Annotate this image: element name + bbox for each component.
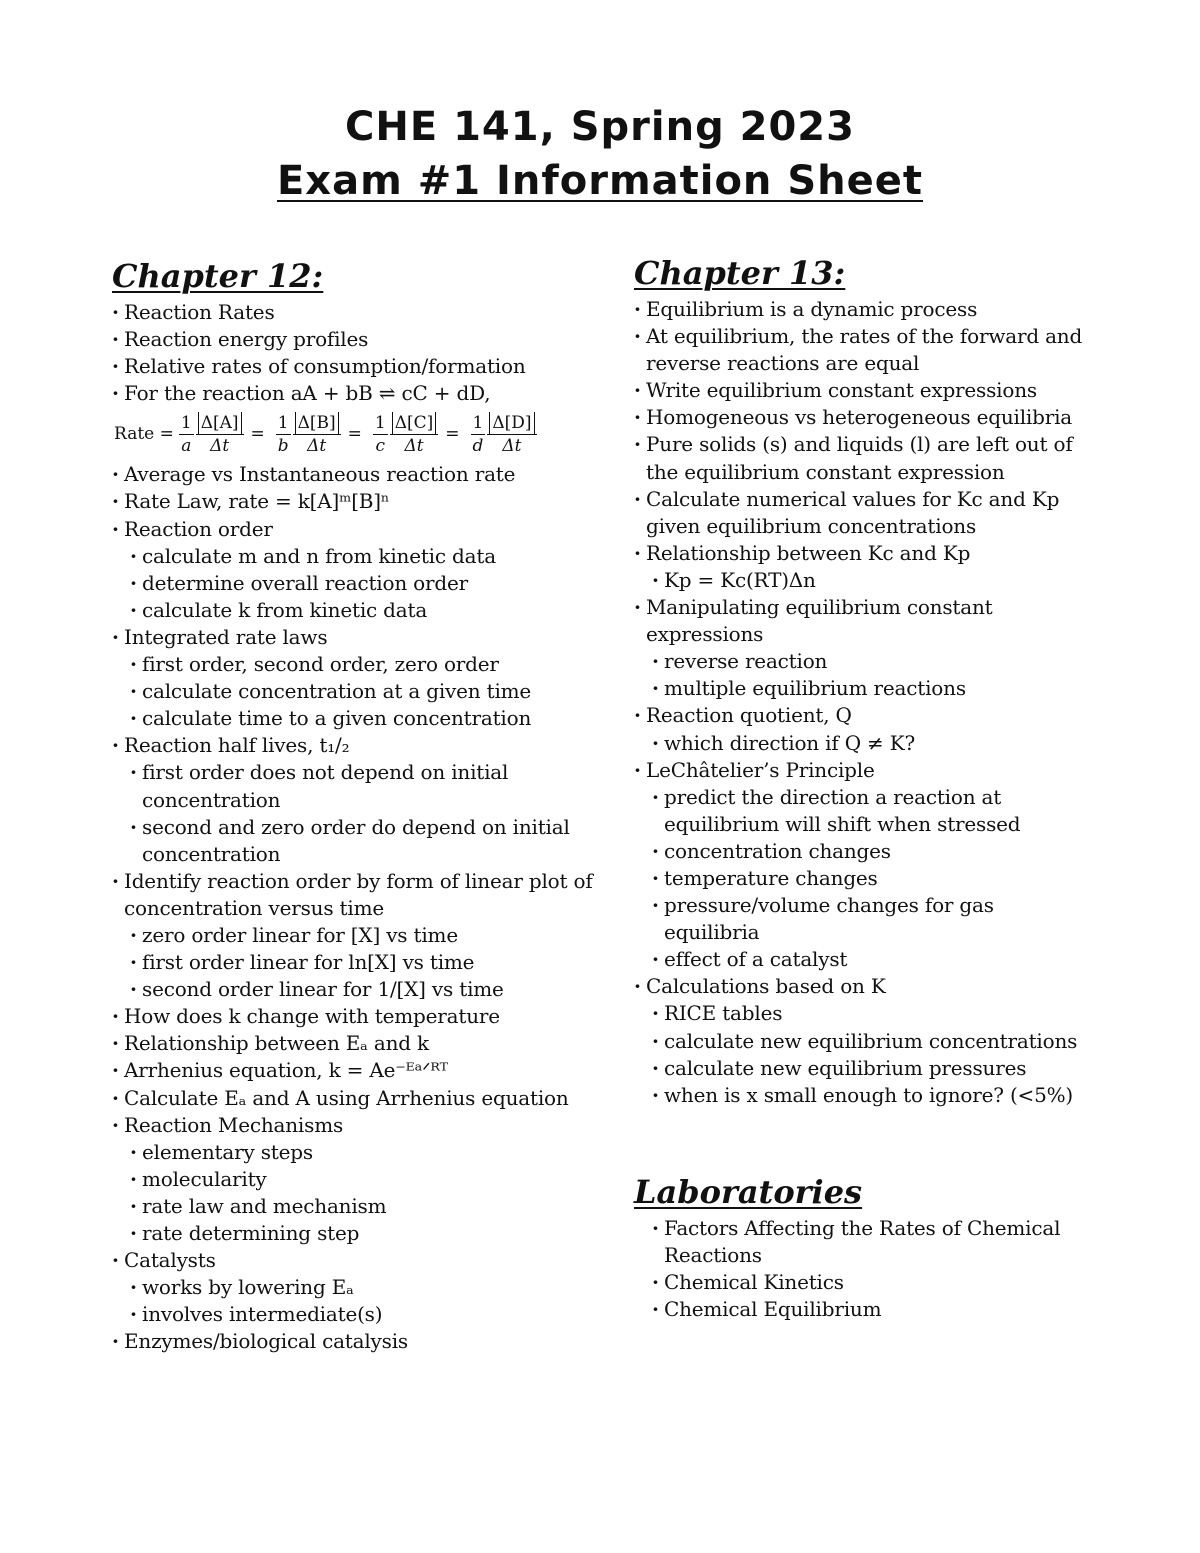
denominator: b [277, 435, 289, 456]
numerator [293, 412, 341, 435]
list-item: · calculate m and n from kinetic data [132, 543, 602, 570]
rate-term [372, 412, 439, 457]
equals-sign: = [250, 424, 265, 445]
list-item: · Integrated rate laws [112, 624, 602, 651]
equals-sign: = [445, 424, 460, 445]
coefficient-fraction [179, 412, 194, 457]
list-item: · Catalysts [112, 1247, 602, 1274]
list-item: · calculate new equilibrium concentrations [654, 1028, 1094, 1055]
coefficient-fraction [471, 412, 486, 457]
chapter-12-list-a [112, 299, 602, 407]
list-item: · Chemical Kinetics [654, 1269, 1094, 1296]
list-item: · How does k change with temperature [112, 1003, 602, 1030]
list-item: · calculate new equilibrium pressures [654, 1055, 1094, 1082]
denominator: d [472, 435, 484, 456]
list-item: · Relationship between Kc and Kp [634, 540, 1094, 567]
list-item: · involves intermediate(s) [132, 1301, 602, 1328]
chapter-13-heading: Chapter 13: [634, 254, 846, 292]
list-item: · Reaction energy profiles [112, 326, 602, 353]
rate-equation [114, 407, 602, 461]
concentration-change: Δ[C] [392, 412, 437, 434]
list-item: · Homogeneous vs heterogeneous equilibria [634, 404, 1094, 431]
delta-fraction [293, 412, 341, 457]
list-item: · elementary steps [132, 1139, 602, 1166]
list-item: · At equilibrium, the rates of the forward and reverse reactions are equal [634, 323, 1094, 377]
list-item: · calculate k from kinetic data [132, 597, 602, 624]
list-item: · Arrhenius equation, k = Ae⁻ᴱᵃᐟᴿᵀ [112, 1057, 602, 1084]
rate-label: Rate = [114, 424, 174, 445]
list-item: · Write equilibrium constant expressions [634, 377, 1094, 404]
numerator: 1 [180, 412, 192, 433]
list-item: · first order, second order, zero order [132, 651, 602, 678]
concentration-change: Δ[A] [198, 412, 242, 434]
concentration-change: Δ[B] [295, 412, 339, 434]
list-item: · Relative rates of consumption/formation [112, 353, 602, 380]
delta-fraction [487, 412, 536, 457]
numerator: 1 [374, 412, 386, 433]
rate-term [275, 412, 342, 457]
list-item: · rate determining step [132, 1220, 602, 1247]
list-item: · Average vs Instantaneous reaction rate [112, 461, 602, 488]
title-line-2: Exam #1 Information Sheet [276, 158, 923, 204]
list-item: · first order linear for ln[X] vs time [132, 949, 602, 976]
denominator: Δt [210, 435, 230, 456]
numerator: 1 [472, 412, 484, 433]
list-item: · Calculations based on K [634, 973, 1094, 1000]
chapter-12-list-b [112, 461, 602, 1355]
list-item: · second order linear for 1/[X] vs time [132, 976, 602, 1003]
list-item: · Relationship between Eₐ and k [112, 1030, 602, 1057]
list-item: · Calculate numerical values for Kc and Kp given equilibrium concentrations [634, 486, 1094, 540]
equals-sign: = [347, 424, 362, 445]
numerator [196, 412, 244, 435]
list-item: · Rate Law, rate = k[A]ᵐ[B]ⁿ [112, 488, 602, 515]
list-item: · which direction if Q ≠ K? [654, 730, 1094, 757]
list-item: · Reaction order [112, 516, 602, 543]
list-item: · Manipulating equilibrium constant expressions [634, 594, 1094, 648]
list-item: · Calculate Eₐ and A using Arrhenius equation [112, 1085, 602, 1112]
denominator: Δt [502, 435, 522, 456]
denominator: a [181, 435, 192, 456]
list-item: · effect of a catalyst [654, 946, 1094, 973]
numerator [487, 412, 536, 435]
list-item: · determine overall reaction order [132, 570, 602, 597]
concentration-change: Δ[D] [489, 412, 534, 434]
list-item: · For the reaction aA + bB ⇌ cC + dD, [112, 380, 602, 407]
list-item: · calculate time to a given concentration [132, 705, 602, 732]
list-item: · zero order linear for [X] vs time [132, 922, 602, 949]
list-item: · pressure/volume changes for gas equilibria [654, 892, 1094, 946]
list-item: · Reaction quotient, Q [634, 702, 1094, 729]
list-item: · Equilibrium is a dynamic process [634, 296, 1094, 323]
list-item: · Reaction Mechanisms [112, 1112, 602, 1139]
list-item: · Chemical Equilibrium [654, 1296, 1094, 1323]
coefficient-fraction [276, 412, 291, 457]
laboratories-heading: Laboratories [634, 1172, 863, 1211]
list-item: · reverse reaction [654, 648, 1094, 675]
rate-term [470, 412, 538, 457]
list-item: · first order does not depend on initial concentration [132, 759, 602, 813]
list-item: · predict the direction a reaction at equilibrium will shift when stressed [654, 784, 1094, 838]
list-item: · temperature changes [654, 865, 1094, 892]
numerator: 1 [277, 412, 289, 433]
list-item: · works by lowering Eₐ [132, 1274, 602, 1301]
list-item: · Kp = Kc(RT)Δn [654, 567, 1094, 594]
list-item: · Enzymes/biological catalysis [112, 1328, 602, 1355]
list-item: · RICE tables [654, 1000, 1094, 1027]
coefficient-fraction [373, 412, 388, 457]
laboratories-list [634, 1215, 1094, 1323]
list-item: · molecularity [132, 1166, 602, 1193]
list-item: · concentration changes [654, 838, 1094, 865]
list-item: · second and zero order do depend on initial concentration [132, 814, 602, 868]
delta-fraction [196, 412, 244, 457]
list-item: · Pure solids (s) and liquids (l) are left out of the equilibrium constant expression [634, 431, 1094, 485]
chapter-12-column [112, 253, 602, 1355]
denominator: Δt [307, 435, 327, 456]
list-item: · Reaction half lives, t₁/₂ [112, 732, 602, 759]
chapter-13-column [634, 250, 1094, 1323]
list-item: · Reaction Rates [112, 299, 602, 326]
list-item: · Identify reaction order by form of linear plot of concentration versus time [112, 868, 602, 922]
denominator: c [375, 435, 386, 456]
rate-term [178, 412, 245, 457]
denominator: Δt [404, 435, 424, 456]
chapter-12-heading: Chapter 12: [112, 257, 324, 295]
list-item: · LeChâtelier’s Principle [634, 757, 1094, 784]
list-item: · calculate concentration at a given time [132, 678, 602, 705]
delta-fraction [390, 412, 439, 457]
chapter-13-list [634, 296, 1094, 1109]
list-item: · multiple equilibrium reactions [654, 675, 1094, 702]
list-item: · when is x small enough to ignore? (<5%) [654, 1082, 1094, 1109]
numerator [390, 412, 439, 435]
list-item: · rate law and mechanism [132, 1193, 602, 1220]
title-line-1: CHE 141, Spring 2023 [345, 104, 855, 150]
document-title [0, 100, 1200, 208]
list-item: · Factors Affecting the Rates of Chemical Reactions [654, 1215, 1094, 1269]
